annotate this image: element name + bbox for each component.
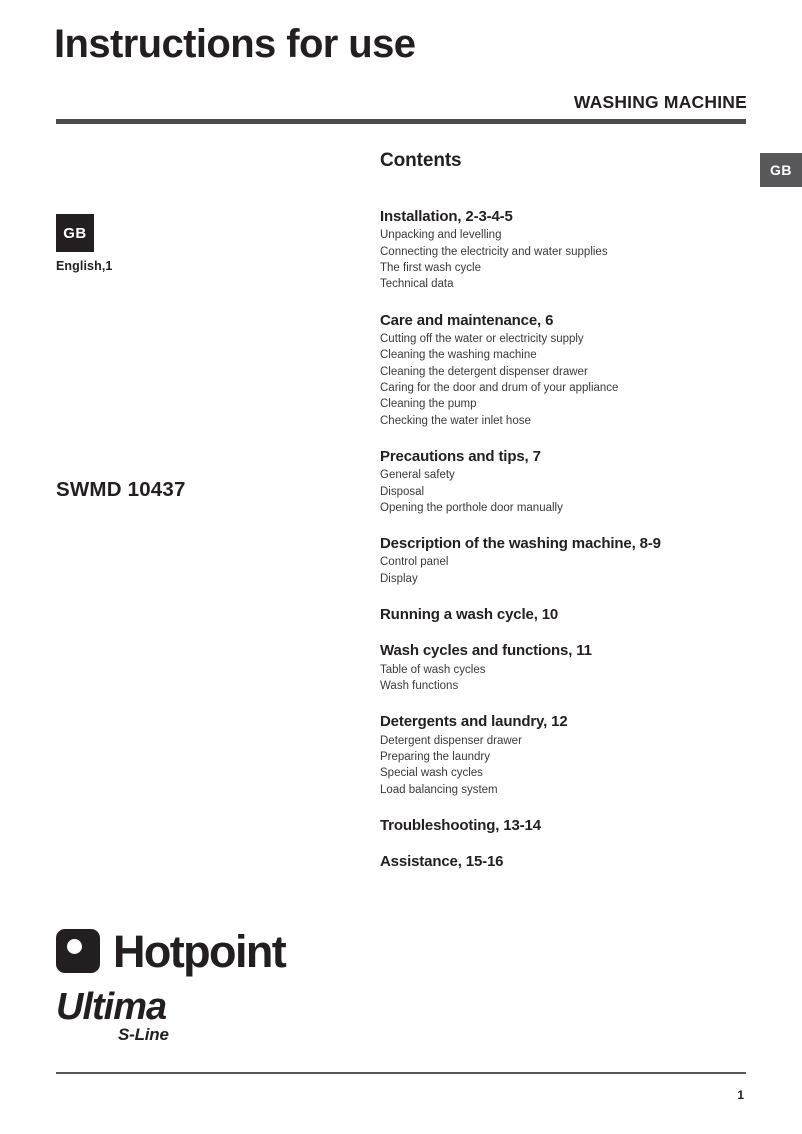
appliance-type-label: WASHING MACHINE xyxy=(573,92,747,112)
toc-sub-item[interactable]: Load balancing system xyxy=(380,783,498,796)
toc-section-title[interactable]: Assistance, 15-16 xyxy=(380,853,504,871)
toc-sub-item[interactable]: The first wash cycle xyxy=(380,261,481,274)
hotpoint-mark-icon xyxy=(56,929,100,973)
footer-divider xyxy=(56,1072,746,1074)
table-of-contents xyxy=(380,150,750,890)
toc-section-title[interactable]: Precautions and tips, 7 xyxy=(380,447,541,465)
toc-section-title[interactable]: Installation, 2-3-4-5 xyxy=(380,208,513,225)
toc-section xyxy=(380,817,750,835)
page-title: Instructions for use xyxy=(54,22,416,66)
toc-sub-item[interactable]: Cleaning the pump xyxy=(380,398,477,411)
toc-sub-item[interactable]: Detergent dispenser drawer xyxy=(380,734,522,747)
toc-sub-item[interactable]: Connecting the electricity and water supplies xyxy=(380,245,608,258)
toc-sub-item[interactable]: General safety xyxy=(380,469,455,482)
toc-section-title[interactable]: Description of the washing machine, 8-9 xyxy=(380,535,661,553)
contents-heading: Contents xyxy=(380,150,462,171)
toc-sub-item[interactable]: Disposal xyxy=(380,485,425,498)
toc-section-title[interactable]: Running a wash cycle, 10 xyxy=(380,606,559,624)
model-number: SWMD 10437 xyxy=(56,478,186,501)
toc-sub-item[interactable]: Checking the water inlet hose xyxy=(380,414,531,427)
toc-sub-item[interactable]: Cleaning the detergent dispenser drawer xyxy=(380,365,588,378)
page-number: 1 xyxy=(737,1088,744,1102)
sub-brand-logo xyxy=(56,988,416,1044)
toc-section xyxy=(380,606,750,624)
language-badge-gb: GB xyxy=(56,214,94,252)
toc-section xyxy=(380,535,750,587)
brand-logo xyxy=(56,925,416,977)
brand-block xyxy=(56,925,416,1044)
brand-name: Hotpoint xyxy=(113,925,286,977)
toc-section xyxy=(380,448,750,516)
toc-sub-item[interactable]: Unpacking and levelling xyxy=(380,229,502,242)
toc-sub-item[interactable]: Table of wash cycles xyxy=(380,663,486,676)
toc-section xyxy=(380,853,750,871)
hotpoint-mark-dot-icon xyxy=(67,939,82,954)
toc-section-title[interactable]: Care and maintenance, 6 xyxy=(380,311,554,329)
sub-brand-name: Ultima xyxy=(56,986,167,1028)
toc-sub-item[interactable]: Technical data xyxy=(380,278,454,291)
toc-sub-item[interactable]: Wash functions xyxy=(380,680,459,693)
toc-sub-item[interactable]: Cleaning the washing machine xyxy=(380,349,537,362)
toc-sub-item[interactable]: Special wash cycles xyxy=(380,767,483,780)
toc-sub-item[interactable]: Display xyxy=(380,572,418,585)
language-tab-gb: GB xyxy=(760,153,802,187)
header-divider xyxy=(56,119,746,124)
toc-section-title[interactable]: Wash cycles and functions, 11 xyxy=(380,642,592,660)
toc-section xyxy=(380,713,750,798)
toc-section-title[interactable]: Troubleshooting, 13-14 xyxy=(380,816,541,834)
toc-sub-item[interactable]: Control panel xyxy=(380,556,449,569)
toc-section-list xyxy=(380,208,750,872)
toc-sub-item[interactable]: Preparing the laundry xyxy=(380,750,490,763)
toc-section xyxy=(380,208,750,293)
language-name-label: English,1 xyxy=(56,259,113,273)
toc-sub-item[interactable]: Cutting off the water or electricity supply xyxy=(380,332,584,345)
sub-brand-line-name: S-Line xyxy=(118,1025,169,1044)
toc-section xyxy=(380,312,750,429)
toc-section xyxy=(380,642,750,694)
toc-section-title[interactable]: Detergents and laundry, 12 xyxy=(380,713,568,731)
toc-sub-item[interactable]: Opening the porthole door manually xyxy=(380,501,563,514)
toc-sub-item[interactable]: Caring for the door and drum of your appliance xyxy=(380,381,619,394)
